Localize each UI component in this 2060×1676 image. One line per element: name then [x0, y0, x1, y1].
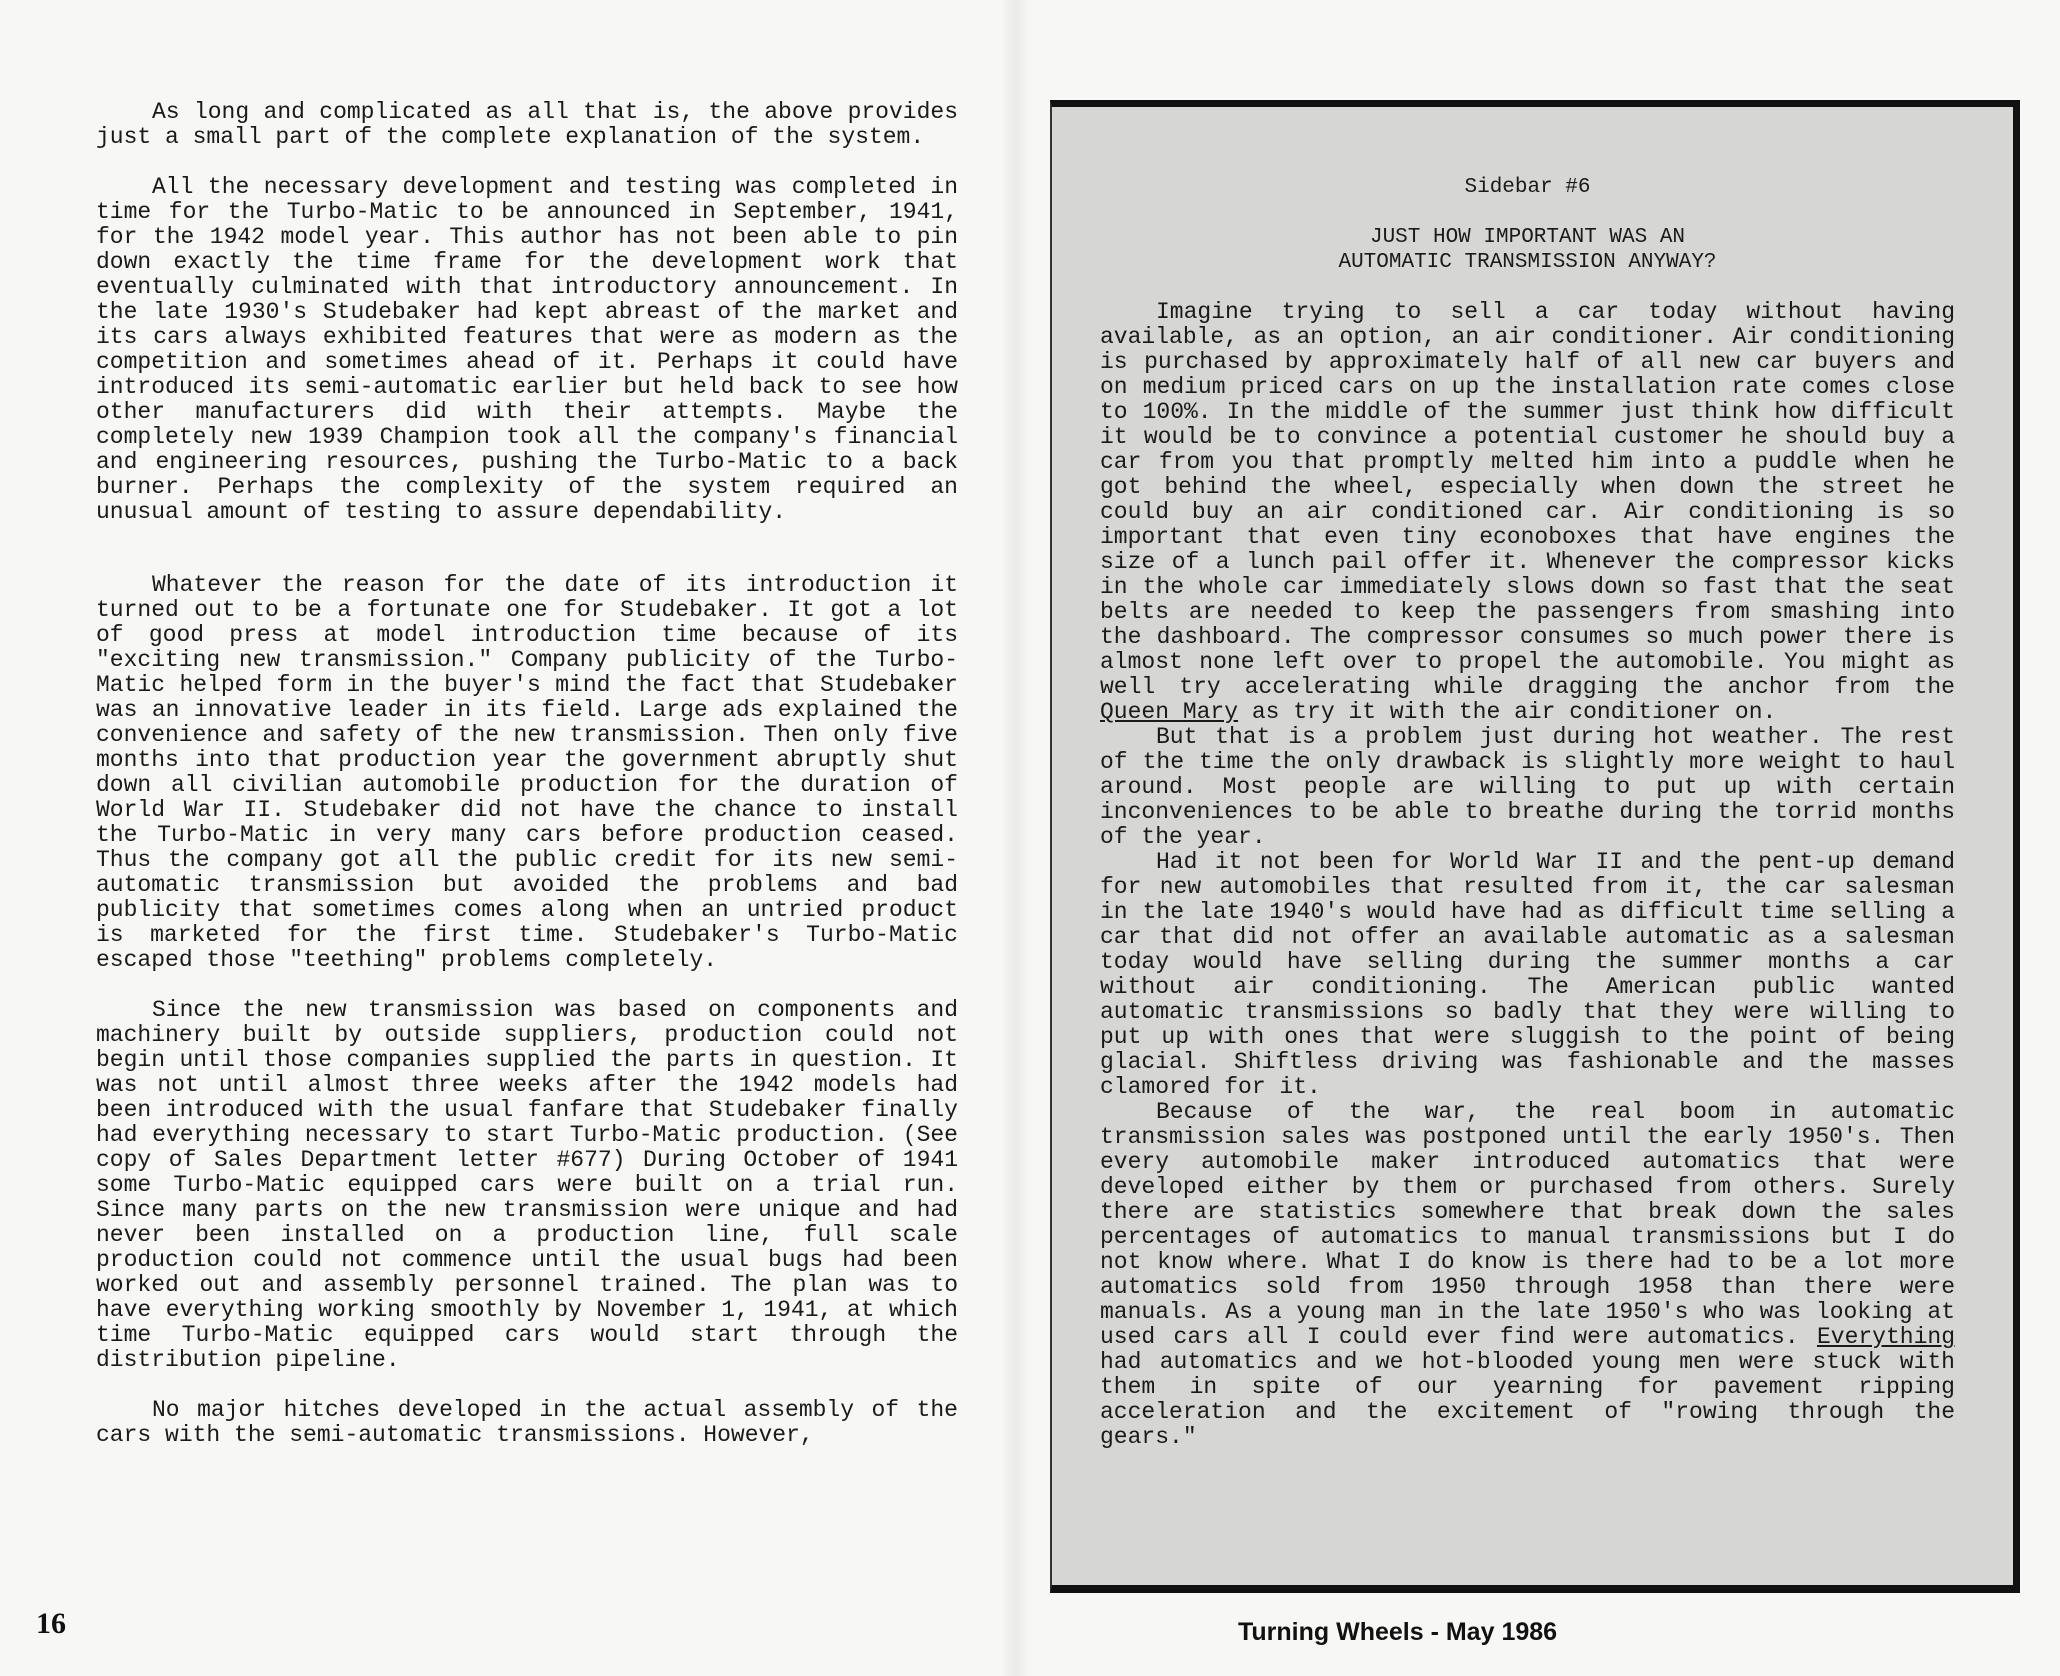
article-column — [96, 100, 958, 1473]
page-gutter — [1000, 0, 1030, 1676]
sidebar-title-line: JUST HOW IMPORTANT WAS AN — [1369, 226, 1686, 249]
sidebar-text: had automatics and we hot-blooded young men were stuck with them in spite of our yearning for pavement ripping acceleration and the excitement of "rowing through the gears." — [1100, 1349, 1955, 1450]
sidebar-label: Sidebar #6 — [1464, 176, 1591, 199]
article-paragraph: No major hitches developed in the actual assembly of the cars with the semi-automatic transmissions. However, — [96, 1397, 958, 1448]
article-paragraph: Since the new transmission was based on components and machinery built by outside suppliers, production could not begin until those companies supplied the parts in question. It was not until almost three weeks after the 1942 models had been introduced with the usual fanfare that Studebaker finally had everything necessary to start Turbo-Matic production. (See copy of Sales Department letter #677) During October of 1941 some Turbo-Matic equipped cars were built on a trial run. Since many parts on the new transmission were unique and had never been installed on a production line, full scale production could not commence until the usual bugs had been worked out and assembly personnel trained. The plan was to have everything working smoothly by November 1, 1941, at which time Turbo-Matic equipped cars would start through the distribution pipeline. — [96, 997, 958, 1373]
sidebar-text: Imagine trying to sell a car today without having available, as an option, an air conditioner. Air conditioning is purchased by approximately half of all new car buyers and on medium priced cars on up the installation rate comes close to 100%. In the middle of the summer just think how difficult it would be to convince a potential customer he should buy a car from you that promptly melted him into a puddle when he got behind the wheel, especially when down the street he could buy an air conditioned car. Air conditioning is so important that even tiny econoboxes that have engines the size of a lunch pail offer it. Whenever the compressor kicks in the whole car immediately slows down so fast that the seat belts are needed to keep the passengers from smashing into the dashboard. The compressor consumes so much power there is almost none left over to propel the automobile. You might as well try accelerating while dragging the anchor from the — [1100, 299, 1955, 700]
article-paragraph: All the necessary development and testing was completed in time for the Turbo-Matic to be announced in September, 1941, for the 1942 model year. This author has not been able to pin down exactly the time frame for the development work that eventually culminated with that introductory announcement. In the late 1930's Studebaker had kept abreast of the market and its cars always exhibited features that were as modern as the competition and sometimes ahead of it. Perhaps it could have introduced its semi-automatic earlier but held back to see how other manufacturers did with their attempts. Maybe the completely new 1939 Champion took all the company's financial and engineering resources, pushing the Turbo-Matic to a back burner. Perhaps the complexity of the system required an unusual amount of testing to assure dependability. — [96, 174, 958, 525]
sidebar-content — [1100, 175, 1955, 1450]
footer-publication: Turning Wheels - May 1986 — [1238, 1618, 1558, 1646]
article-paragraph: Whatever the reason for the date of its introduction it turned out to be a fortunate one for Studebaker. It got a lot of good press at model introduction time because of its "exciting new transmission." Company publicity of the Turbo-Matic helped form in the buyer's mind the fact that Studebaker was an innovative leader in its field. Large ads explained the convenience and safety of the new transmission. Then only five months into that production year the government abruptly shut down all civilian automobile production for the duration of World War II. Studebaker did not have the chance to install the Turbo-Matic in very many cars before production ceased. Thus the company got all the public credit for its new semi-automatic transmission but avoided the problems and bad publicity that sometimes comes along when an untried product is marketed for the first time. Studebaker's Turbo-Matic escaped those "teething" problems completely. — [96, 572, 958, 973]
article-paragraph: As long and complicated as all that is, the above provides just a small part of the complete explanation of the system. — [96, 99, 958, 150]
sidebar-box — [1050, 100, 2020, 1593]
sidebar-text: Because of the war, the real boom in automatic transmission sales was postponed until the early 1950's. Then every automobile maker introduced automatics that were developed either by them or purchased from others. Surely there are statistics somewhere that break down the sales percentages of automatics to manual transmissions but I do not know where. What I do know is there had to be a lot more automatics sold from 1950 through 1958 than there were manuals. As a young man in the late 1950's who was looking at used cars all I could ever find were automatics. — [1100, 1099, 1955, 1350]
sidebar-title-line: AUTOMATIC TRANSMISSION ANYWAY? — [1338, 251, 1717, 274]
sidebar-paragraph: But that is a problem just during hot weather. The rest of the time the only drawback is slightly more weight to haul around. Most people are willing to put up with certain inconveniences to be able to breathe during the torrid months of the year. — [1100, 724, 1955, 850]
page-number: 16 — [36, 1607, 66, 1640]
underlined-text: Everything — [1816, 1324, 1955, 1350]
underlined-text: Queen Mary — [1100, 699, 1239, 725]
sidebar-paragraph — [1100, 300, 1955, 725]
sidebar-text: as try it with the air conditioner on. — [1238, 699, 1777, 725]
sidebar-title — [1100, 225, 1955, 275]
sidebar-paragraph: Had it not been for World War II and the pent-up demand for new automobiles that resulted from it, the car salesman in the late 1940's would have had as difficult time selling a car that did not offer an available automatic as a salesman today would have selling during the summer months a car without air conditioning. The American public wanted automatic transmissions so badly that they were willing to put up with ones that were sluggish to the point of being glacial. Shiftless driving was fashionable and the masses clamored for it. — [1100, 849, 1955, 1100]
sidebar-paragraph — [1100, 1100, 1955, 1450]
